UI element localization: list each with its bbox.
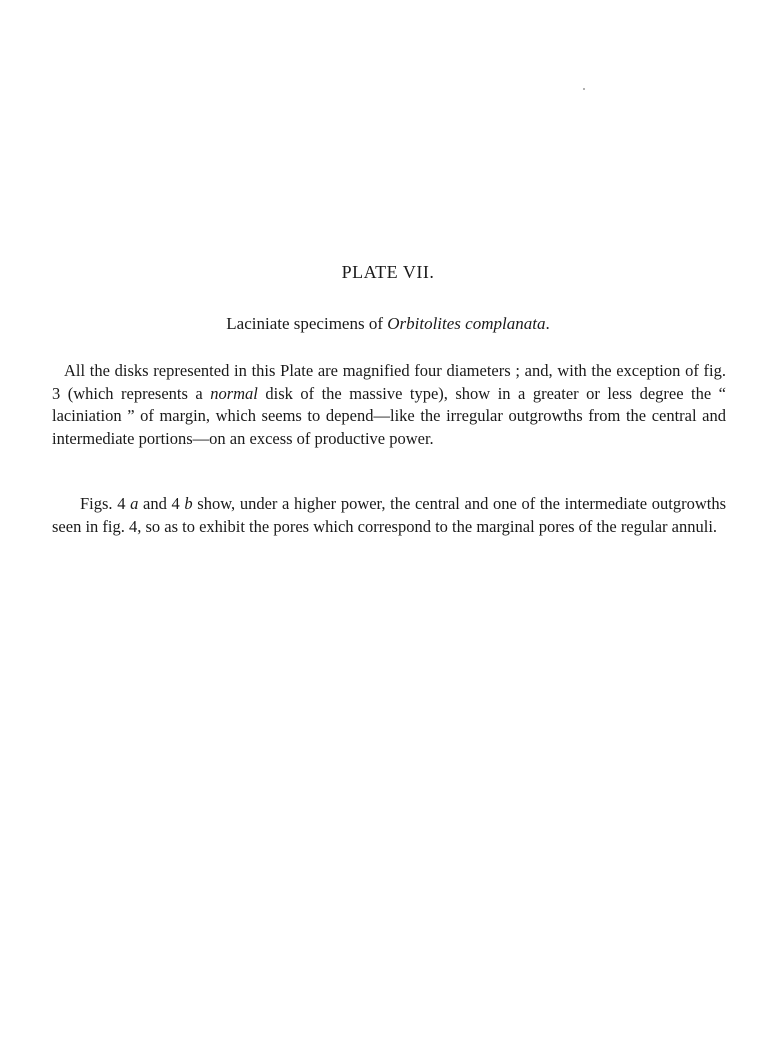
paragraph-1-text-b: disk of the massive type), show in a greater or less degree the “ laciniation ” of margin, which seems to depend—like the irregular outgrowths from the central and intermediate portions—on an excess of productive power. <box>52 383 726 448</box>
paragraph-1-emphasis: normal <box>210 383 258 403</box>
description-paragraph-1 <box>52 360 726 450</box>
plate-caption <box>0 314 776 334</box>
figure-label-b: b <box>184 494 193 513</box>
caption-prefix: Laciniate specimens of <box>226 314 388 333</box>
species-name: Orbitolites complanata <box>387 314 546 333</box>
paragraph-1-text-a: All the disks represented in this Plate are magnified four diameters ; and, with the exception of fig. 3 (which represents a <box>52 361 726 403</box>
description-paragraph-2 <box>52 493 726 538</box>
paragraph-2-text-a: Figs. 4 <box>80 494 131 513</box>
paragraph-2-text-c: show, under a higher power, the central and one of the intermediate outgrowths seen in fig. 4, so as to exhibit the pores which correspond to the marginal pores of the regular annuli. <box>52 494 727 536</box>
paragraph-2-text-b: and 4 <box>138 494 185 513</box>
speck-mark <box>583 88 585 90</box>
figure-label-a: a <box>130 494 139 513</box>
plate-title: PLATE VII. <box>341 262 435 282</box>
caption-suffix: . <box>545 314 550 333</box>
